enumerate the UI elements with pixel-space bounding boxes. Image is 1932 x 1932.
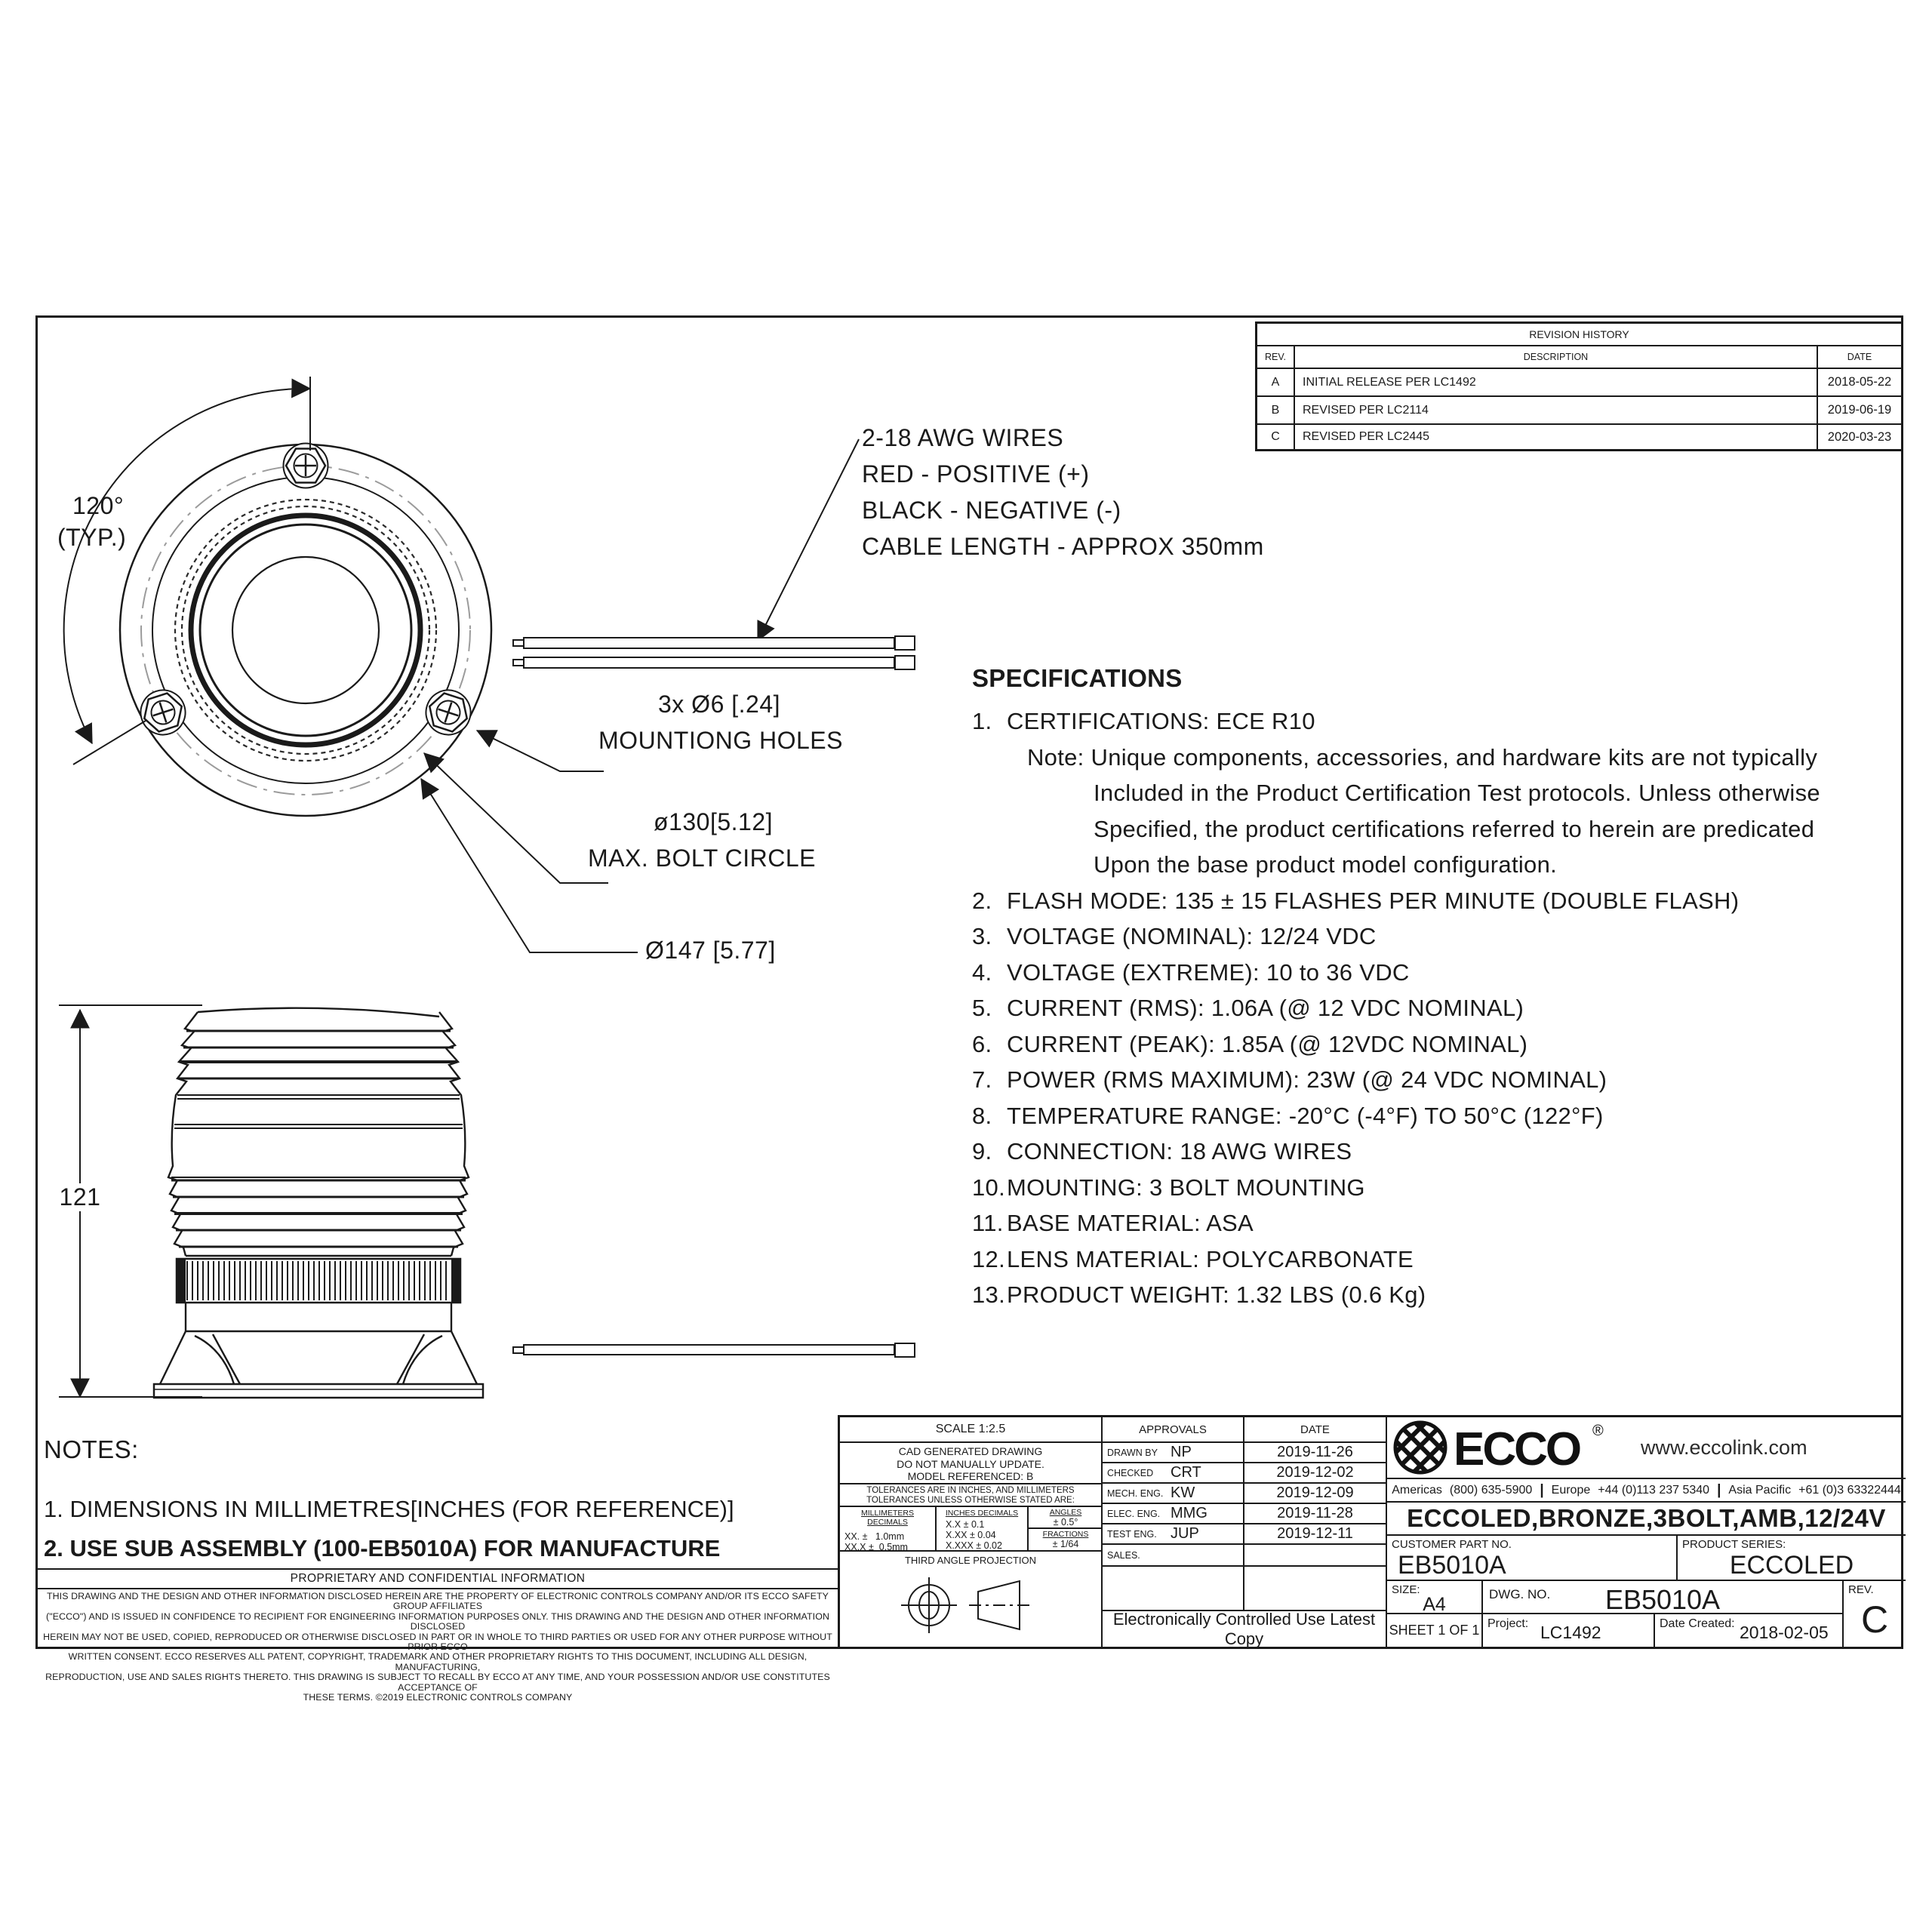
- angle-label: 120°: [72, 492, 125, 519]
- spec-item: 13.PRODUCT WEIGHT: 1.32 LBS (0.6 Kg): [972, 1281, 1426, 1308]
- product-title: ECCOLED,BRONZE,3BOLT,AMB,12/24V: [1387, 1503, 1906, 1536]
- cad-note-cell: CAD GENERATED DRAWING DO NOT MANUALLY UPDATE. MODEL REFERENCED: B: [840, 1443, 1103, 1484]
- approval-date-cell: 2019-12-02: [1244, 1463, 1387, 1484]
- project-cell: Project: LC1492: [1483, 1614, 1655, 1647]
- proprietary-header: PROPRIETARY AND CONFIDENTIAL INFORMATION: [35, 1570, 840, 1589]
- proprietary-section: [35, 1568, 840, 1703]
- spec-item: 4. VOLTAGE (EXTREME): 10 to 36 VDC: [972, 958, 1410, 986]
- rev-date: 2020-03-23: [1827, 429, 1892, 444]
- spec-note: Included in the Product Certification Test protocols. Unless otherwise: [1094, 780, 1820, 806]
- spec-item: 11. BASE MATERIAL: ASA: [972, 1210, 1254, 1236]
- approvals-empty-cell: [1244, 1567, 1387, 1611]
- spec-item: 2. FLASH MODE: 135 ± 15 FLASHES PER MINUTE (DOUBLE FLASH): [972, 887, 1740, 914]
- mounting-holes-label-2: MOUNTIONG HOLES: [598, 727, 843, 754]
- scale-cell: SCALE 1:2.5: [840, 1417, 1103, 1443]
- spec-note: Upon the base product model configuration.: [1094, 851, 1558, 878]
- height-dim-label: 121: [54, 1183, 106, 1211]
- dwg-no-cell: DWG. NO. EB5010A: [1483, 1581, 1844, 1614]
- specifications-section: [972, 664, 1908, 1313]
- revision-history-table: [1255, 321, 1903, 451]
- approval-date-cell: 2019-12-11: [1244, 1524, 1387, 1545]
- angle-typ-label: (TYP.): [57, 524, 127, 551]
- top-view: [120, 445, 491, 816]
- spec-item: 12.LENS MATERIAL: POLYCARBONATE: [972, 1245, 1414, 1272]
- angle-dimension: [64, 377, 310, 764]
- legal-line: REPRODUCTION, USE AND SALES RIGHTS THERETO. THIS DRAWING IS SUBJECT TO RECALL BY ECCO AT ANY TIME, AND YOUR POSSESSION AND/OR USE CONSTITUTES ACCEPTANCE OF: [45, 1672, 830, 1693]
- brand-cell: [1387, 1417, 1906, 1479]
- legal-line: THESE TERMS. ©2019 ELECTRONIC CONTROLS COMPANY: [303, 1692, 573, 1703]
- approval-date-cell: 2019-12-09: [1244, 1484, 1387, 1504]
- legal-line: ("ECCO") AND IS ISSUED IN CONFIDENCE TO RECIPIENT FOR ENGINEERING INFORMATION PURPOSES ONLY. THIS DRAWING AND THE DESIGN AND OTHER INFORMATION DISCLOSED: [46, 1611, 829, 1632]
- approval-role-cell: ELEC. ENG. MMG: [1103, 1504, 1244, 1524]
- rev-date: 2019-06-19: [1818, 397, 1901, 425]
- date-col-header: DATE: [1818, 346, 1901, 369]
- wire-callout-line: BLACK - NEGATIVE (-): [862, 497, 1121, 524]
- size-cell: SIZE: A4: [1387, 1581, 1483, 1614]
- legal-line: HEREIN MAY NOT BE USED, COPIED, REPRODUCED OR OTHERWISE DISCLOSED IN PART OR IN WHOLE TO THIRD PARTIES OR USED FOR ANY OTHER PURPOSE WITHOUT PRIOR ECCO: [43, 1631, 832, 1653]
- svg-text:®: ®: [1592, 1423, 1604, 1439]
- rev-col-header: REV.: [1257, 346, 1295, 369]
- wire-callout-line: RED - POSITIVE (+): [862, 460, 1090, 488]
- spec-item: 6. CURRENT (PEAK): 1.85A (@ 12VDC NOMINAL): [972, 1030, 1528, 1057]
- customer-part-cell: CUSTOMER PART NO. EB5010A: [1387, 1536, 1678, 1581]
- rev-description: INITIAL RELEASE PER LC1492: [1295, 369, 1818, 397]
- third-angle-projection-icon: [888, 1567, 1054, 1643]
- legal-line: THIS DRAWING AND THE DESIGN AND OTHER INFORMATION DISCLOSED HEREIN ARE THE PROPERTY OF ELECTRONIC CONTROLS COMPANY AND/OR ITS ECCO SAFETY GROUP AFFILIATES: [46, 1591, 829, 1612]
- bolt-circle-label-2: MAX. BOLT CIRCLE: [588, 844, 816, 872]
- title-block: [838, 1415, 1903, 1649]
- mm-tolerances: MILLIMETERS DECIMALS XX. ± 1.0mm XX.X ± 0.5mm: [840, 1507, 937, 1550]
- wire-callout-line: 2-18 AWG WIRES: [862, 424, 1064, 451]
- ecco-logo: [1390, 1417, 1624, 1478]
- product-series-cell: PRODUCT SERIES: ECCOLED: [1678, 1536, 1906, 1581]
- spec-item: 10.MOUNTING: 3 BOLT MOUNTING: [972, 1174, 1365, 1201]
- inch-tolerances: INCHES DECIMALS X.X ± 0.1 X.XX ± 0.04 X.XXX ± 0.02: [937, 1507, 1029, 1550]
- electronically-controlled-note: Electronically Controlled Use Latest Copy: [1103, 1611, 1387, 1647]
- angle-tolerances: ANGLES ± 0.5°: [1029, 1507, 1103, 1529]
- brand-contacts: Americas (800) 635-5900 | Europe +44 (0)113 237 5340 | Asia Pacific +61 (0)3 63322444: [1387, 1479, 1906, 1503]
- svg-text:ECCO: ECCO: [1454, 1423, 1580, 1475]
- wire-callout-line: CABLE LENGTH - APPROX 350mm: [862, 533, 1264, 560]
- description-col-header: DESCRIPTION: [1295, 346, 1818, 369]
- spec-item: 9. CONNECTION: 18 AWG WIRES: [972, 1138, 1352, 1164]
- tolerance-grid: [840, 1507, 1103, 1552]
- bolt-circle-label-1: ø130[5.12]: [654, 808, 773, 835]
- approval-date-cell: 2019-11-28: [1244, 1504, 1387, 1524]
- spec-item: 7. POWER (RMS MAXIMUM): 23W (@ 24 VDC NOMINAL): [972, 1066, 1607, 1093]
- spec-item: 8. TEMPERATURE RANGE: -20°C (-4°F) TO 50°C (122°F): [972, 1102, 1604, 1129]
- spec-item: 1. CERTIFICATIONS: ECE R10: [972, 708, 1315, 734]
- approvals-date-header: DATE: [1244, 1417, 1387, 1443]
- notes-heading: NOTES:: [44, 1435, 139, 1463]
- tolerance-header-cell: TOLERANCES ARE IN INCHES, AND MILLIMETERS TOLERANCES UNLESS OTHERWISE STATED ARE:: [840, 1484, 1103, 1507]
- notes-section: [44, 1435, 734, 1562]
- approval-date-cell: [1244, 1545, 1387, 1567]
- approvals-empty-cell: [1103, 1567, 1244, 1611]
- approvals-header: APPROVALS: [1103, 1417, 1244, 1443]
- fraction-tolerances: FRACTIONS ± 1/64: [1042, 1530, 1089, 1549]
- rev-description: REVISED PER LC2445: [1295, 425, 1818, 449]
- approval-role-cell: TEST ENG. JUP: [1103, 1524, 1244, 1545]
- date-created-cell: Date Created: 2018-02-05: [1655, 1614, 1844, 1647]
- approval-role-cell: MECH. ENG. KW: [1103, 1484, 1244, 1504]
- approval-role-cell: DRAWN BY NP: [1103, 1443, 1244, 1463]
- side-view: [154, 1008, 483, 1398]
- rev-letter: C: [1257, 425, 1295, 449]
- note-item: 2. USE SUB ASSEMBLY (100-EB5010A) FOR MANUFACTURE: [44, 1535, 721, 1561]
- specifications-heading: SPECIFICATIONS: [972, 664, 1183, 692]
- overall-diameter-label: Ø147 [5.77]: [645, 937, 776, 964]
- rev-letter: A: [1257, 369, 1295, 397]
- third-angle-cell: THIRD ANGLE PROJECTION: [840, 1552, 1103, 1647]
- spec-note: Note: Unique components, accessories, and hardware kits are not typically: [1027, 743, 1818, 771]
- spec-item: 3. VOLTAGE (NOMINAL): 12/24 VDC: [972, 923, 1377, 949]
- separator: |: [1717, 1481, 1721, 1498]
- rev-description: REVISED PER LC2114: [1295, 397, 1818, 425]
- approval-role-cell: SALES.: [1103, 1545, 1244, 1567]
- approval-role-cell: CHECKED CRT: [1103, 1463, 1244, 1484]
- separator: |: [1540, 1481, 1544, 1498]
- rev-cell: REV. C: [1848, 1583, 1889, 1641]
- rev-date: 2018-05-22: [1818, 369, 1901, 397]
- legal-line: WRITTEN CONSENT. ECCO RESERVES ALL PATENT, COPYRIGHT, TRADEMARK AND OTHER PROPRIETARY RIGHTS TO THIS DOCUMENT, INCLUDING ALL DESIGN, MANUFACTURING,: [68, 1651, 808, 1672]
- spec-note: Specified, the product certifications referred to herein are predicated: [1094, 815, 1815, 842]
- wire-callout: [862, 420, 1264, 565]
- brand-website: www.eccolink.com: [1641, 1435, 1807, 1459]
- spec-item: 5. CURRENT (RMS): 1.06A (@ 12 VDC NOMINAL): [972, 995, 1524, 1021]
- note-item: 1. DIMENSIONS IN MILLIMETRES[INCHES (FOR REFERENCE)]: [44, 1496, 734, 1522]
- approval-date-cell: 2019-11-26: [1244, 1443, 1387, 1463]
- rev-letter: B: [1257, 397, 1295, 425]
- sheet-cell: SHEET 1 OF 1: [1387, 1614, 1483, 1647]
- mounting-holes-label-1: 3x Ø6 [.24]: [657, 691, 781, 718]
- revision-history-title: REVISION HISTORY: [1257, 324, 1901, 346]
